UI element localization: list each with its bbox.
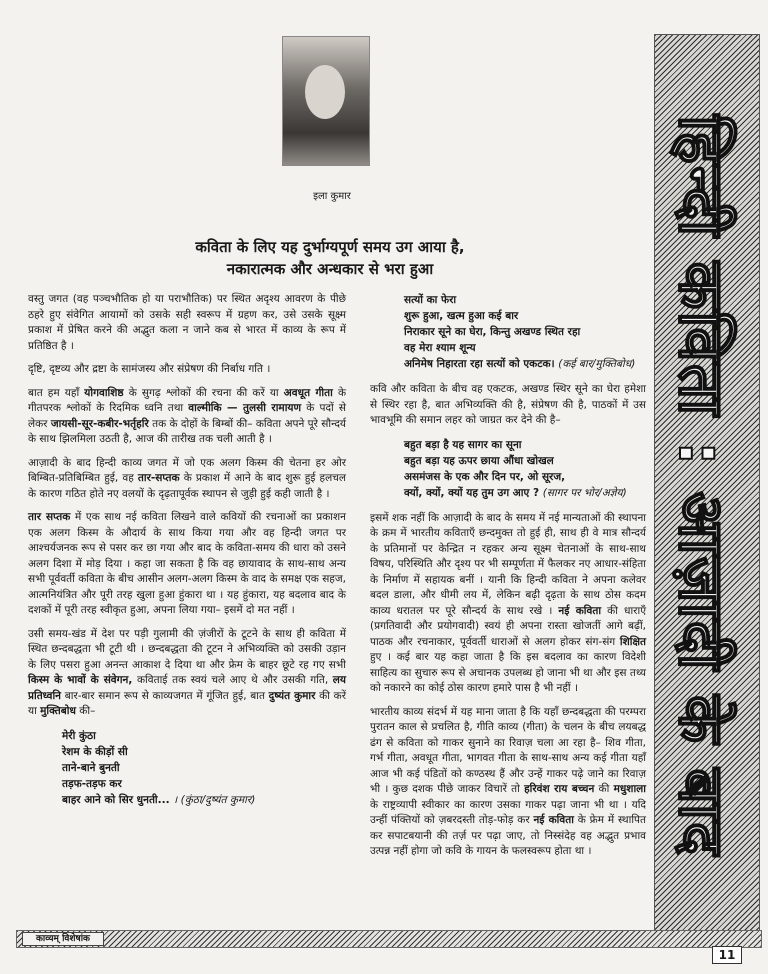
left-paragraph-5: तार सप्तक में एक साथ नई कविता लिखने वाले कवियों की रचनाओं का प्रकाशन एक अलग किस्म के औदार्य के साथ किया गया और वह हिन्दी जगत पर आश्चर्यजनक रूप से पसर कर छा गया और बाद के कविता-समय की धारा को उसने अलग दिशा में मोड़ दिया । कहा जा सकता है कि वह छायावाद के साथ-साथ अन्य सभी पूर्ववर्ती कविता के बीच आसीन अलग-अलग किस्म के वाद के समक्ष एक सहज, आत्मनियंत्रित और पूरी तरह खुला हुआ हुंकारा था । यह हुंकारा, यह बदलाव बाद के दशकों में पूरी तरह स्वीकृत हुआ, अपना लिया गया– इसमें दो मत नहीं । bbox=[28, 511, 346, 616]
author-photo bbox=[282, 36, 370, 166]
right-paragraph-2: इसमें शक नहीं कि आज़ादी के बाद के समय में नई मान्यताओं की स्थापना के क्रम में भारतीय कविताएँ छन्दमुक्त तो हुई ही, साथ ही वे मात्र सौन्दर्य के प्रतिमानों पर केन्द्रित न रहकर अन्य सूक्ष्म चेतनाओं के साथ-साथ विषय, परिस्थिति और दृश्य पर भी सम्पूर्णता में फैलकर नए आधार-संहिता के निर्माण में सहायक बनीं । यानी कि हिन्दी कविता ने अपना कलेवर बदल डाला, और धीमी लय में, लेकिन बढ़ी दृढ़ता के साथ ठोस कदम काव्य धरातल पर पूरे सौन्दर्य के साथ रखे । नई कविता की धाराएँ (प्रगतिवादी और प्रयोगवादी) स्वयं ही अपना रास्ता खोजतीं आगे बढ़ीं, पाठक और रचनाकार, पूर्ववर्ती धाराओं से अलग होकर संग-संग शिक्षित हुए । कई बार यह कहा जाता है कि इस बदलाव का कारण विदेशी साहित्य का सुचारु रूप से अचानक उपलब्ध हो जाना भी था और इस तथ्य को नकारने का कोई ठोस कारण हमारे पास है भी नहीं । bbox=[370, 511, 646, 694]
side-title: हिन्दी कविता : आज़ादी के बाद bbox=[665, 115, 738, 857]
right-column bbox=[370, 292, 646, 868]
verse-sagar-par-bhor bbox=[404, 437, 646, 501]
verse-line: निराकार सूने का घेरा, किन्तु अखण्ड स्थित रहा bbox=[404, 326, 581, 338]
verse-line: मेरी कुंठा bbox=[62, 729, 96, 742]
author-face bbox=[305, 65, 345, 119]
left-paragraph-3: बात हम यहाँ योगवाशिष्ठ के सुगढ़ श्लोकों की रचना की करें या अवधूत गीता के गीतपरक श्लोकों के रिदमिक ध्वनि तथा वाल्मीकि — तुलसी रामायण के पदों से लेकर जायसी-सूर-कबीर-भर्तृहरि तक के दोहों के बिम्बों की– कविता अपने पूरे सौन्दर्य के साथ झिलमिला उठती है, आज की तारीख तक चली आती है । bbox=[28, 386, 347, 445]
footer-band bbox=[16, 930, 762, 948]
article-headline bbox=[120, 236, 540, 280]
verse-line: वह मेरा श्याम शून्य bbox=[404, 342, 476, 354]
verse-line: रेशम के कीड़ों सी bbox=[62, 745, 128, 758]
right-paragraph-1: कवि और कविता के बीच वह एकटक, अखण्ड स्थिर सूने का घेरा हमेशा से स्थिर रहा है, बात अभिव्यक्ति की है, संप्रेषण की है, पाठकों में उस भावभूमि की समान लहर को जाग्रत कर देने की है– bbox=[370, 383, 646, 426]
verse-line: असमंजस के एक और दिन पर, ओ सूरज, bbox=[404, 470, 566, 483]
headline-line-2: नकारात्मक और अन्धकार से भरा हुआ bbox=[226, 260, 434, 278]
left-paragraph-1: वस्तु जगत (वह पञ्चभौतिक हो या पराभौतिक) पर स्थित अदृश्य आवरण के पीछे ठहरे हुए संवेगित आयामों को उसके सही स्वरूप में ग्रहण कर, उसे उसके सूक्ष्म प्रकाश में प्रेषित करने की अद्भुत कला न जाने कब से भारत में काव्य के रूप में प्रतिष्ठित है । bbox=[28, 293, 346, 352]
footer-label: काव्यम् विशेषांक bbox=[22, 932, 104, 946]
left-column bbox=[28, 292, 346, 818]
verse-kai-baar bbox=[404, 292, 646, 372]
verse-note: (सागर पर भोर/अज्ञेय) bbox=[542, 486, 627, 499]
right-paragraph-3: भारतीय काव्य संदर्भ में यह माना जाता है कि यहाँ छन्दबद्धता की परम्परा पुरातन काल से प्रचलित है, गीति काव्य (गीता) के चलन के बीच लयबद्ध ढंग से कविता को गाकर सुनाने का रिवाज़ चला आ रहा है– शिव गीता, गर्भ गीता, अवधूत गीता, भागवत गीता के साथ-साथ अन्य कई गीता यहाँ आज भी कई पंडितों को कण्ठस्थ हैं और उन्हें गाकर पढ़े जाने का रिवाज़ भी । कुछ दशक पीछे जाकर विचारें तो हरिवंश राय बच्चन की मधुशाला के राष्ट्रव्यापी स्वीकार का कारण उसका गाकर पढ़ा जाना भी था । यदि उन्हीं पंक्तियों को ज़बरदस्ती तोड़-फोड़ कर नई कविता के फ्रेम में स्थापित कर सपाटबयानी की तर्ज़ पर पढ़ा जाए, तो निस्संदेह वह अद्भुत प्रभाव उत्पन्न नहीं होगा जो कवि के गायन के फलस्वरूप होता था । bbox=[370, 705, 646, 857]
page-number: 11 bbox=[712, 946, 742, 964]
verse-kuntha bbox=[62, 728, 346, 808]
verse-line: क्यों, क्यों, क्यों यह तुम उग आए ? (सागर पर भोर/अज्ञेय) bbox=[404, 486, 627, 499]
verse-line: तड़फ-तड़फ कर bbox=[62, 777, 122, 790]
headline-line-1: कविता के लिए यह दुर्भाग्यपूर्ण समय उग आया है, bbox=[195, 238, 465, 256]
left-paragraph-2: दृष्टि, दृष्टव्य और द्रष्टा के सामंजस्य और संप्रेषण की निर्बाध गति । bbox=[28, 363, 271, 375]
verse-note: (कई बार/मुक्तिबोध) bbox=[558, 358, 636, 370]
left-paragraph-4: आज़ादी के बाद हिन्दी काव्य जगत में जो एक अलग किस्म की चेतना हर ओर बिम्बित-प्रतिबिम्बित हुई, वह तार-सप्तक के प्रकाश में आने के बाद शुरू हुई हलचल के कारण गठित होते नए वलयों के दृढ़तापूर्वक स्थापन से जुड़ी हुई कही जाती है । bbox=[28, 456, 347, 500]
verse-note: । (कुंठा/दुष्यंत कुमार) bbox=[173, 793, 256, 806]
verse-line: अनिमेष निहारता रहा सत्यों को एकटक। (कई बार/मुक्तिबोध) bbox=[404, 358, 636, 370]
verse-line: ताने-बाने बुनती bbox=[62, 761, 120, 774]
verse-line: बहुत बड़ा है यह सागर का सूना bbox=[404, 438, 522, 451]
verse-line: बहुत बड़ा यह ऊपर छाया औंधा खोखल bbox=[404, 454, 554, 467]
left-paragraph-6: उसी समय-खंड में देश पर पड़ी गुलामी की ज़ंजीरों के टूटने के साथ ही कविता में स्थित छन्दबद्धता भी टूटी थी । छन्दबद्धता की टूटन ने अभिव्यक्ति को उसकी उड़ान के लिए पसरा हुआ अनन्त आकाश दे दिया था और फ्रेम के बाहर छूटे रह गए सभी किस्म के भावों के संवेगन, कविताई तक स्वयं चले आए थे और उसकी गति, लय प्रतिध्वनि बार-बार समान रूप से काव्यजगत में गूंजित हुई, बात दुष्यंत कुमार की करें या मुक्तिबोध की– bbox=[28, 627, 346, 717]
author-caption: इला कुमार bbox=[313, 191, 351, 202]
verse-line: बाहर आने को सिर धुनती... । (कुंठा/दुष्यंत कुमार) bbox=[62, 793, 256, 806]
verse-line: शुरू हुआ, खत्म हुआ कई बार bbox=[404, 310, 519, 322]
verse-line: सत्यों का फेरा bbox=[404, 294, 457, 306]
